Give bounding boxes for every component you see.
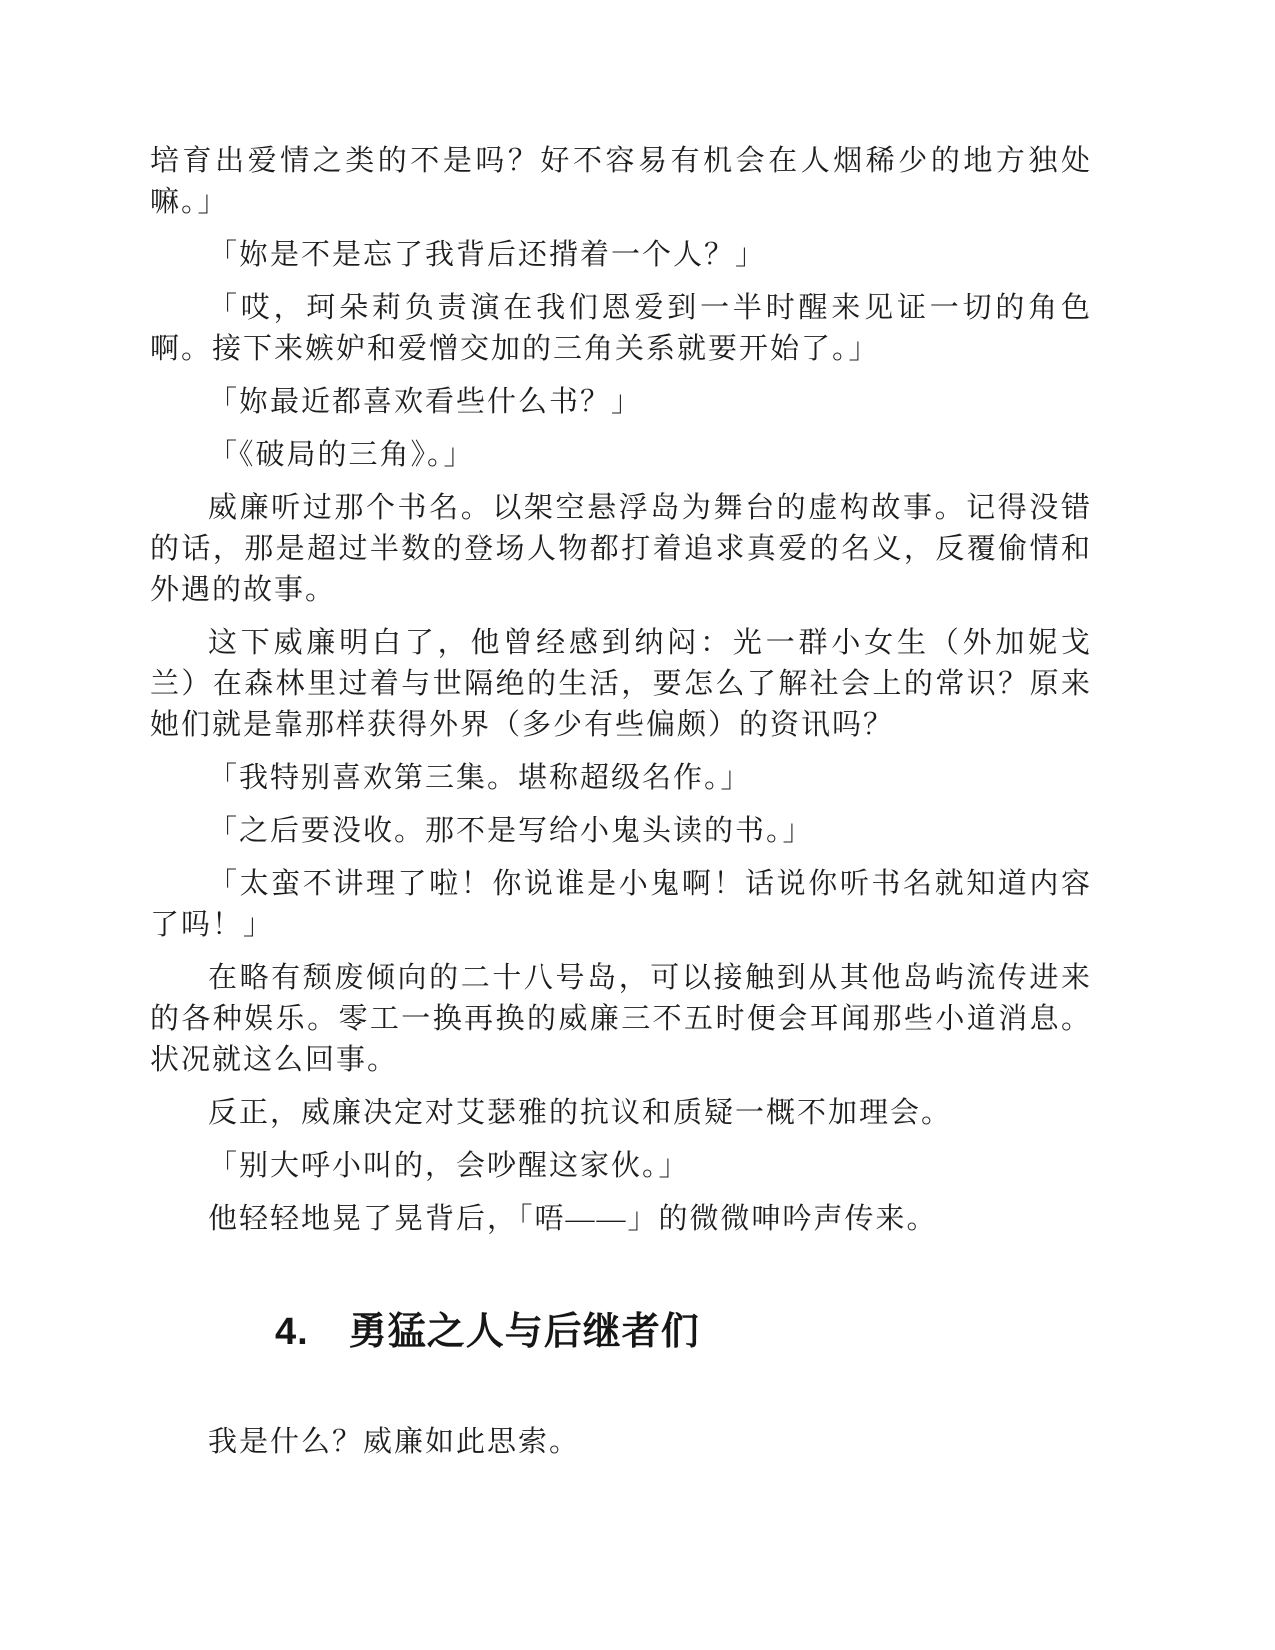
- paragraph: 我是什么？威廉如此思索。: [208, 1426, 581, 1458]
- paragraphs-after-heading: [150, 1422, 1092, 1463]
- paragraph: 「太蛮不讲理了啦！你说谁是小鬼啊！话说你听书名就知道内容了吗！」: [150, 868, 1092, 941]
- paragraph: 「哎，珂朵莉负责演在我们恩爱到一半时醒来见证一切的角色啊。接下来嫉妒和爱憎交加的三角关系就要开始了。」: [150, 292, 1092, 365]
- paragraph: 「我特别喜欢第三集。堪称超级名作。」: [208, 762, 752, 794]
- paragraph: 「妳是不是忘了我背后还揹着一个人？」: [208, 239, 767, 271]
- paragraph: 「《破局的三角》。」: [208, 439, 475, 471]
- paragraph: 反正，威廉决定对艾瑟雅的抗议和质疑一概不加理会。: [208, 1097, 953, 1129]
- paragraph: 这下威廉明白了，他曾经感到纳闷：光一群小女生（外加妮戈兰）在森林里过着与世隔绝的生活，要怎么了解社会上的常识？原来她们就是靠那样获得外界（多少有些偏颇）的资讯吗？: [150, 627, 1092, 741]
- paragraph: 培育出爱情之类的不是吗？好不容易有机会在人烟稀少的地方独处嘛。」: [150, 145, 1092, 218]
- chapter-title: 勇猛之人与后继者们: [348, 1311, 700, 1353]
- paragraph: 「之后要没收。那不是写给小鬼头读的书。」: [208, 815, 814, 847]
- chapter-number: 4.: [275, 1311, 309, 1353]
- paragraph: 「妳最近都喜欢看些什么书？」: [208, 386, 643, 418]
- text-column: [150, 141, 1092, 1475]
- paragraphs-before-heading: [150, 141, 1092, 1240]
- paragraph: 「别大呼小叫的，会吵醒这家伙。」: [208, 1150, 690, 1182]
- paragraph: 威廉听过那个书名。以架空悬浮岛为舞台的虚构故事。记得没错的话，那是超过半数的登场人物都打着追求真爱的名义，反覆偷情和外遇的故事。: [150, 492, 1092, 606]
- chapter-heading: [150, 1310, 1092, 1354]
- paragraph: 他轻轻地晃了晃背后，「唔——」的微微呻吟声传来。: [208, 1203, 938, 1235]
- paragraph: 在略有颓废倾向的二十八号岛，可以接触到从其他岛屿流传进来的各种娱乐。零工一换再换的威廉三不五时便会耳闻那些小道消息。状况就这么回事。: [150, 962, 1092, 1076]
